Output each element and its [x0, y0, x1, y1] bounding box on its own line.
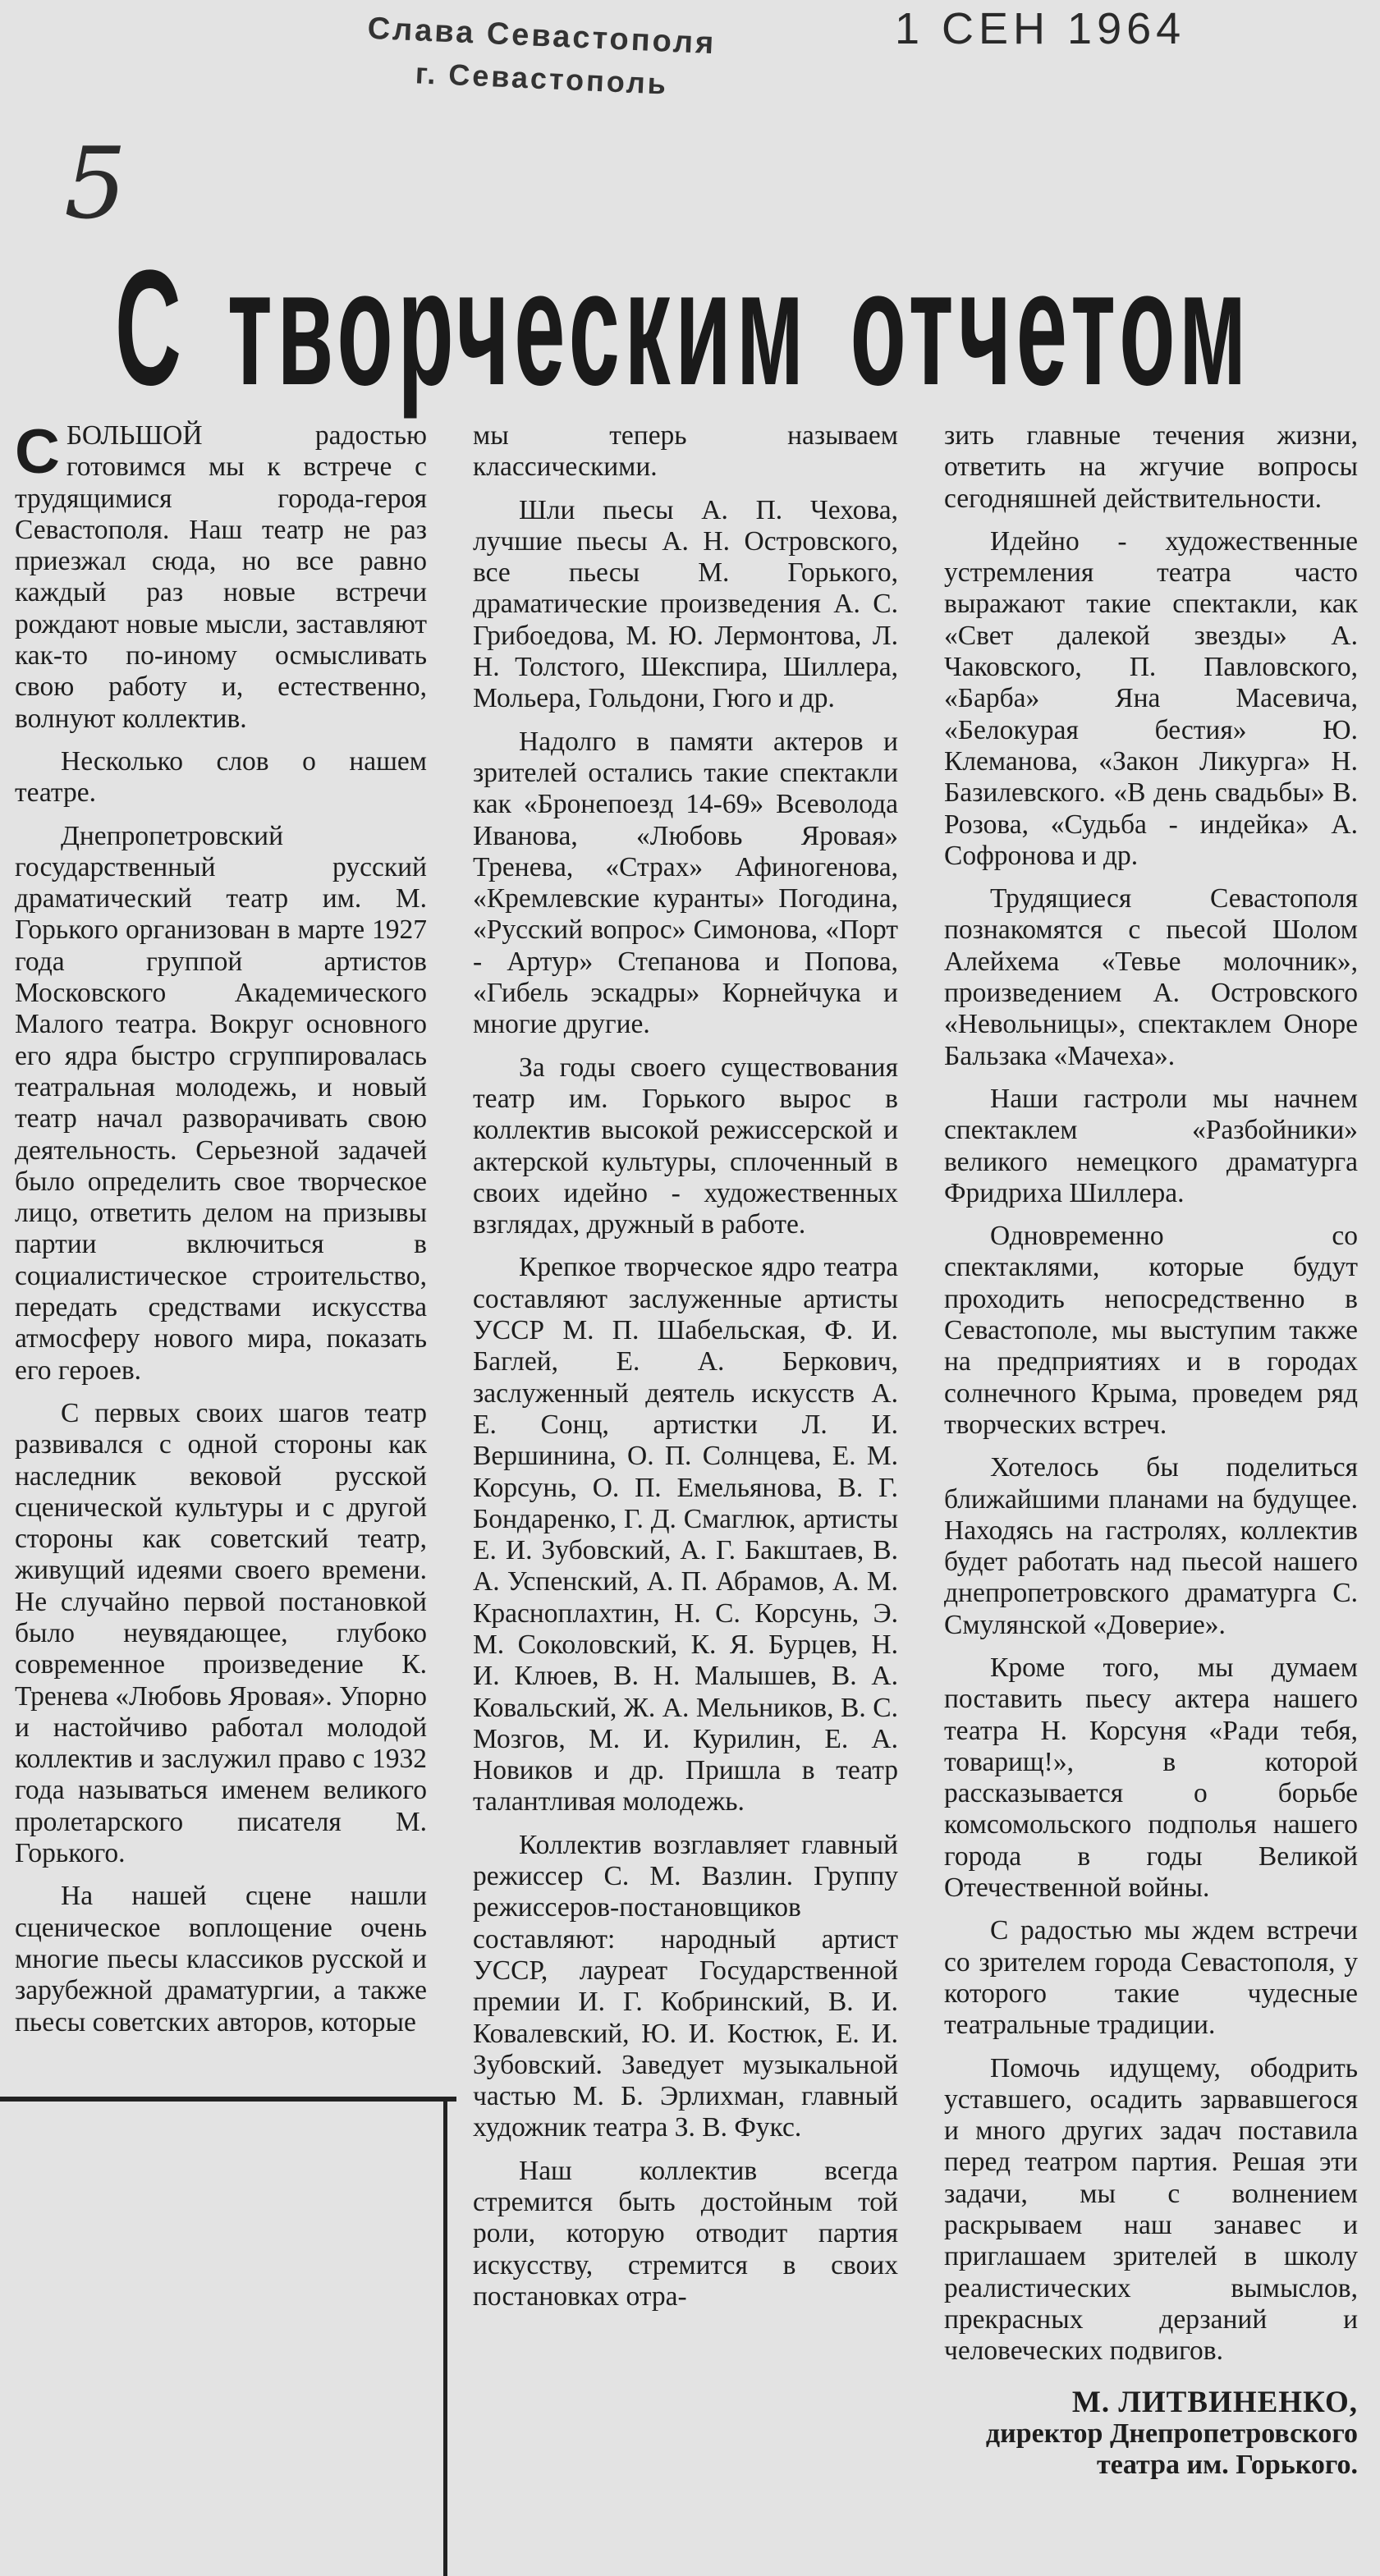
paragraph: Хотелось бы поделиться ближайшими планами на будущее. Находясь на гастролях, коллектив будет работать над пьесой нашего днепропетровского драматурга С. Смулянской «Доверие».: [944, 1452, 1358, 1640]
handwritten-number: 5: [64, 127, 127, 241]
stamp-city: г. Севастополь: [415, 56, 669, 101]
paragraph: С первых своих шагов театр развивался с одной стороны как наследник вековой русской сценической культуры и с другой стороны как советский театр, живущий идеями своего времени. Не случайно первой постановкой было неувядающее, глубоко современное произведение К. Тренева «Любовь Яровая». Упорно и настойчиво работал молодой коллектив и заслужил право с 1932 года называться именем великого пролетарского писателя М. Горького.: [15, 1397, 427, 1869]
author-name: М. ЛИТВИНЕНКО,: [1071, 2385, 1358, 2419]
paragraph: За годы своего существования театр им. Горького вырос в коллектив высокой режиссерской и актерской культуры, сплоченный в своих идейно - художественных взглядах, дружный в работе.: [473, 1052, 898, 1240]
paragraph: Одновременно со спектаклями, которые будут проходить непосредственно в Севастополе, мы выступим также на предприятиях и в городах солнечного Крыма, проведем ряд творческих встреч.: [944, 1221, 1358, 1440]
date-stamp: 1 СЕН 1964: [895, 4, 1186, 53]
paragraph: Идейно - художественные устремления театра часто выражают такие спектакли, как «Свет далекой звезды» А. Чаковского, П. Павловского, «Барба» Яна Масевича, «Белокурая бестия» Ю. Клеманова, «Закон Ликурга» Н. Базилевского. «В день свадьбы» В. Розова, «Судьба - индейка» А. Софронова и др.: [944, 525, 1358, 871]
paragraph: Коллектив возглавляет главный режиссер С. М. Вазлин. Группу режиссеров-постановщиков составляют: народный артист УССР, лауреат Государственной премии И. Г. Кобринский, В. И. Ковалевский, Ю. И. Костюк, Е. И. Зубовский. Заведует музыкальной частью М. Б. Эрлихман, главный художник театра З. В. Фукс.: [473, 1829, 898, 2143]
paragraph: Помочь идущему, ободрить уставшего, осадить зарвавшегося и много других задач поставила перед театром партия. Решая эти задачи, мы с волнением раскрываем наш занавес и приглашаем зрителей в школу реалистических вымыслов, прекрасных дерзаний и человеческих подвигов.: [944, 2052, 1358, 2367]
paragraph: мы теперь называем классическими.: [473, 420, 898, 483]
article-column-2: [473, 420, 898, 2324]
paragraph: На нашей сцене нашли сценическое воплощение очень многие пьесы классиков русской и зарубежной драматургии, а также пьесы советских авторов, которые: [15, 1881, 427, 2037]
author-title: директор Днепропетровского театра им. Горького.: [985, 2418, 1358, 2480]
paragraph: зить главные течения жизни, ответить на жгучие вопросы сегодняшней действительности.: [944, 420, 1358, 514]
column-rule-vertical: [443, 2097, 447, 2576]
headline-word-1: С: [115, 236, 186, 419]
drop-cap: С: [15, 417, 60, 487]
paragraph: Шли пьесы А. П. Чехова, лучшие пьесы А. Н. Островского, все пьесы М. Горького, драматические произведения А. С. Грибоедова, М. Ю. Лермонтова, Л. Н. Толстого, Шекспира, Шиллера, Мольера, Гольдони, Гюго и др.: [473, 494, 898, 714]
paragraph: Днепропетровский государственный русский драматический театр им. М. Горького организован в марте 1927 года группой артистов Московского Академического Малого театра. Вокруг основного его ядра быстро сгруппировалась театральная молодежь, и новый театр начал разворачивать свою деятельность. Серьезной задачей было определить свое творческое лицо, ответить делом на призывы партии включиться в социалистическое строительство, передать средствами искусства атмосферу нового мира, показать его героев.: [15, 820, 427, 1386]
paragraph: Наш коллектив всегда стремится быть достойным той роли, которую отводит партия искусству, стремится в своих постановках отра-: [473, 2155, 898, 2312]
author-signature: [944, 2387, 1358, 2481]
article-column-3: [944, 420, 1358, 2481]
column-rule-horizontal: [0, 2097, 456, 2102]
stamp-newspaper-name: Слава Севастополя: [366, 11, 718, 62]
article-column-1: [15, 417, 427, 2050]
publication-stamp: [312, 11, 772, 101]
paragraph: Трудящиеся Севастополя познакомятся с пьесой Шолом Алейхема «Тевье молочник», произведением А. Островского «Невольницы», спектаклем Оноре Бальзака «Мачеха».: [944, 883, 1358, 1071]
paragraph: Несколько слов о нашем театре.: [15, 745, 427, 809]
article-headline: [115, 234, 1252, 423]
headline-word-3: отчетом: [850, 236, 1252, 419]
paragraph: Кроме того, мы думаем поставить пьесу актера нашего театра Н. Корсуня «Ради тебя, товарищ!», в которой рассказывается о борьбе комсомольского подполья нашего города в годы Великой Отечественной войны.: [944, 1652, 1358, 1904]
paragraph: Надолго в памяти актеров и зрителей остались такие спектакли как «Бронепоезд 14-69» Всеволода Иванова, «Любовь Яровая» Тренева, «Страх» Афиногенова, «Кремлевские куранты» Погодина, «Русский вопрос» Симонова, «Порт - Артур» Степанова и Попова, «Гибель эскадры» Корнейчука и многие другие.: [473, 726, 898, 1040]
paragraph: Наши гастроли мы начнем спектаклем «Разбойники» великого немецкого драматурга Фридриха Шиллера.: [944, 1083, 1358, 1208]
paragraph: С радостью мы ждем встречи со зрителем города Севастополя, у которого такие чудесные театральные традиции.: [944, 1915, 1358, 2041]
paragraph: Крепкое творческое ядро театра составляют заслуженные артисты УССР М. П. Шабельская, Ф. И. Баглей, Е. А. Беркович, заслуженный деятель искусств А. Е. Сонц, артистки Л. И. Вершинина, О. П. Солнцева, Е. М. Корсунь, О. П. Емельянова, В. Г. Бондаренко, Г. Д. Смаглюк, артисты Е. И. Зубовский, А. Г. Бакштаев, В. А. Успенский, А. П. Абрамов, А. М. Красноплахтин, Н. С. Корсунь, Э. М. Соколовский, К. Я. Бурцев, Н. И. Клюев, В. Н. Малышев, В. А. Ковальский, Ж. А. Мельников, В. С. Мозгов, М. И. Курилин, Е. А. Новиков и др. Пришла в театр талантливая молодежь.: [473, 1252, 898, 1817]
headline-word-2: творческим: [227, 236, 809, 419]
paragraph: СБОЛЬШОЙ радостью готовимся мы к встрече с трудящимися города-героя Севастополя. Наш театр не раз приезжал сюда, но все равно каждый раз новые встречи рождают новые мысли, заставляют как-то по-иному осмысливать свою работу и, естественно, волнуют коллектив.: [15, 417, 427, 734]
